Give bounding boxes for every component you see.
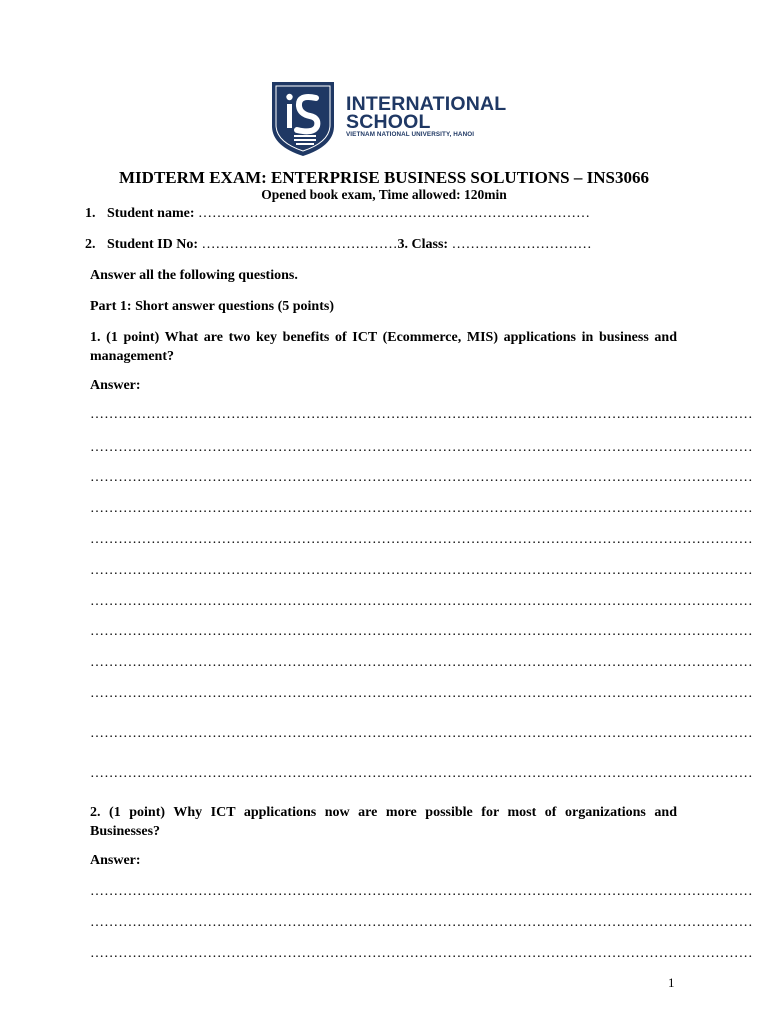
student-id-row xyxy=(85,237,592,253)
page-number: 1 xyxy=(668,975,675,990)
answer-line[interactable]: …………………………………………………………………………………………………………………………… xyxy=(90,563,753,578)
logo-wordmark xyxy=(346,95,506,140)
logo-line-university: VIETNAM NATIONAL UNIVERSITY, HANOI xyxy=(346,131,475,138)
answer-line[interactable]: …………………………………………………………………………………………………………………………… xyxy=(90,884,753,899)
answer-line[interactable]: …………………………………………………………………………………………………………………………… xyxy=(90,655,753,670)
question-2-answer-label: Answer: xyxy=(90,853,141,868)
answer-line[interactable]: …………………………………………………………………………………………………………………………… xyxy=(90,915,753,930)
answer-line[interactable]: …………………………………………………………………………………………………………………………… xyxy=(90,440,753,455)
school-logo xyxy=(270,80,507,158)
part1-title: Part 1: Short answer questions (5 points) xyxy=(90,299,334,314)
student-id-number: 2. xyxy=(85,237,96,252)
class-label: 3. Class: xyxy=(397,237,452,252)
student-id-blank[interactable]: …………………………………… xyxy=(201,237,398,252)
answer-line[interactable]: …………………………………………………………………………………………………………………………… xyxy=(90,686,753,701)
student-name-row xyxy=(85,206,590,222)
answer-line[interactable]: …………………………………………………………………………………………………………………………… xyxy=(90,532,753,547)
answer-line[interactable]: …………………………………………………………………………………………………………………………… xyxy=(90,501,753,516)
question-1-answer-label: Answer: xyxy=(90,378,141,393)
answer-line[interactable]: …………………………………………………………………………………………………………………………… xyxy=(90,407,753,422)
answer-line[interactable]: …………………………………………………………………………………………………………………………… xyxy=(90,726,753,741)
student-id-label: Student ID No: xyxy=(107,237,202,252)
instructions: Answer all the following questions. xyxy=(90,268,298,283)
answer-line[interactable]: …………………………………………………………………………………………………………………………… xyxy=(90,594,753,609)
logo-line-international: INTERNATIONAL xyxy=(346,93,507,115)
shield-emblem-icon xyxy=(270,80,336,158)
question-2-text: 2. (1 point) Why ICT applications now are more possible for most of organizations and Businesses? xyxy=(90,805,677,839)
answer-line[interactable]: …………………………………………………………………………………………………………………………… xyxy=(90,624,753,639)
exam-subtitle: Opened book exam, Time allowed: 120min xyxy=(261,187,507,202)
exam-title: MIDTERM EXAM: ENTERPRISE BUSINESS SOLUTIONS – INS3066 xyxy=(119,168,649,187)
logo-line-school: SCHOOL xyxy=(346,111,431,133)
student-name-blank[interactable]: ………………………………………………………………………… xyxy=(198,206,591,221)
answer-line[interactable]: …………………………………………………………………………………………………………………………… xyxy=(90,470,753,485)
student-name-label: Student name: xyxy=(107,206,199,221)
answer-line[interactable]: …………………………………………………………………………………………………………………………… xyxy=(90,946,753,961)
class-blank[interactable]: ………………………… xyxy=(451,237,592,252)
answer-line[interactable]: …………………………………………………………………………………………………………………………… xyxy=(90,766,753,781)
question-1-text: 1. (1 point) What are two key benefits of ICT (Ecommerce, MIS) applications in business and management? xyxy=(90,330,677,364)
student-name-number: 1. xyxy=(85,206,96,221)
